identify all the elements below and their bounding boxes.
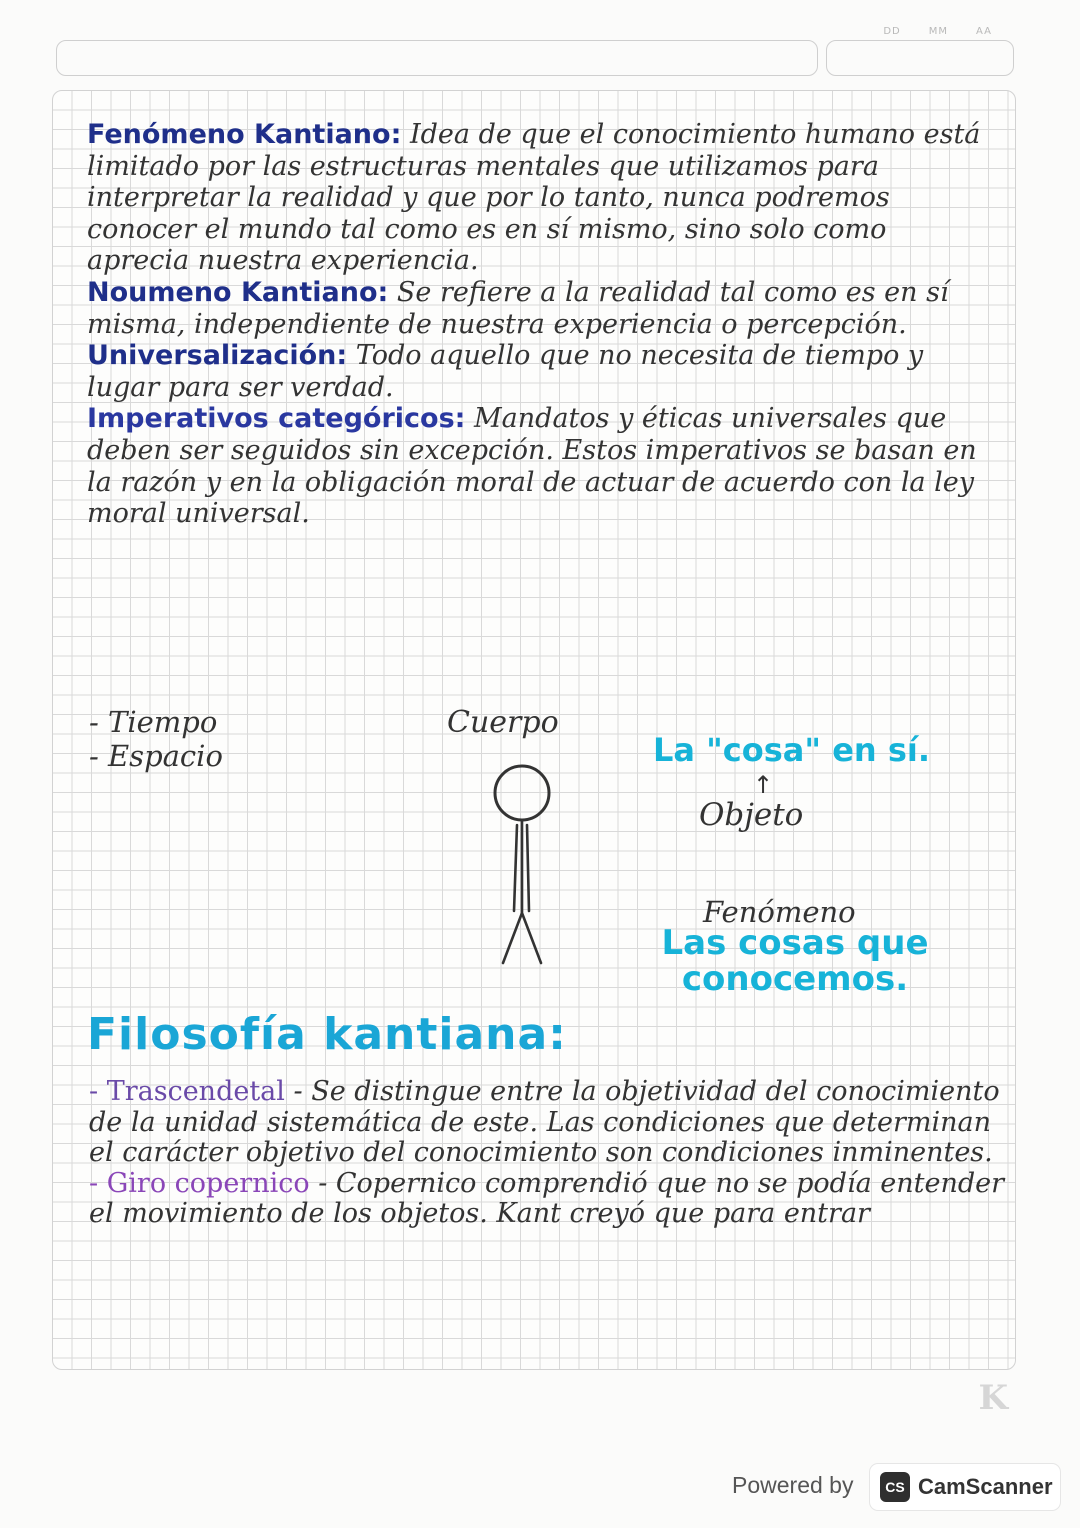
camscanner-logo-icon: CS xyxy=(880,1472,910,1502)
stick-figure-body xyxy=(503,821,541,963)
definition-noumeno xyxy=(87,277,987,340)
date-label-month: MM xyxy=(928,26,949,37)
definition-universalizacion xyxy=(87,340,987,403)
cuerpo-label: Cuerpo xyxy=(447,705,559,740)
list-item: - Tiempo xyxy=(89,705,218,739)
definition-fenomeno xyxy=(87,119,987,277)
camscanner-badge xyxy=(870,1464,1060,1510)
camscanner-brand: CamScanner xyxy=(918,1474,1053,1499)
date-field-box xyxy=(826,40,1014,76)
definition-term: Universalización: xyxy=(87,340,348,372)
definition-imperativos xyxy=(87,403,987,529)
date-label-day: DD xyxy=(883,26,901,37)
powered-by-text: Powered by xyxy=(732,1472,854,1498)
kant-item-giro-copernico xyxy=(89,1169,1009,1230)
stick-figure-drawing xyxy=(489,763,559,983)
filosofia-kantiana-block xyxy=(89,1077,1009,1230)
kant-item-trascendental xyxy=(89,1077,1009,1169)
kant-item-text: - Copernico comprendió que no se podía entender el movimiento de los objetos. Kant creyó que para entrar xyxy=(89,1167,1005,1229)
definition-text: Todo aquello que no necesita de tiempo y lugar para ser verdad. xyxy=(87,340,924,403)
tiempo-espacio-list xyxy=(89,705,223,773)
cosas-que-conocemos-label: Las cosas que conocemos. xyxy=(661,923,929,999)
fenomeno-label: Fenómeno xyxy=(703,895,856,929)
arrow-up-icon: ↑ xyxy=(753,771,774,799)
definition-term: Fenómeno Kantiano: xyxy=(87,119,402,150)
stick-figure-head xyxy=(495,766,549,820)
definition-term: Imperativos categóricos: xyxy=(87,403,466,435)
kant-item-label: - Giro copernico xyxy=(89,1167,310,1199)
definition-term: Noumeno Kantiano: xyxy=(87,276,389,308)
grid-paper-sheet xyxy=(52,90,1016,1370)
filosofia-kantiana-title: Filosofía kantiana: xyxy=(87,1009,567,1060)
definition-text: Idea de que el conocimiento humano está limitado por las estructuras mentales que utilizamos para interpretar la realidad y que por lo tanto, nunca podremos conocer el mundo tal como es en sí mismo, sino solo como aprecia nuestra experiencia. xyxy=(87,119,981,277)
date-label-year: AA xyxy=(976,26,992,37)
date-header xyxy=(883,26,992,37)
definitions-block xyxy=(87,119,987,530)
definition-text: Se refiere a la realidad tal como es en sí misma, independiente de nuestra experiencia o percepción. xyxy=(87,276,949,340)
title-field-box xyxy=(56,40,818,76)
cosa-en-si-label: La "cosa" en sí. xyxy=(653,731,930,769)
objeto-label: Objeto xyxy=(699,797,804,833)
list-item: - Espacio xyxy=(89,739,223,773)
kant-item-text: - Se distingue entre la objetividad del conocimiento de la unidad sistemática de este. Las condiciones que determinan el carácter objetivo del conocimiento son condiciones inminentes. xyxy=(89,1076,1000,1168)
watermark-logo: K xyxy=(978,1378,1008,1418)
kant-item-label: - Trascendetal xyxy=(89,1076,285,1107)
definition-text: Mandatos y éticas universales que deben ser seguidos sin excepción. Estos imperativos se basan en la razón y en la obligación moral de actuar de acuerdo con la ley moral universal. xyxy=(87,403,977,530)
